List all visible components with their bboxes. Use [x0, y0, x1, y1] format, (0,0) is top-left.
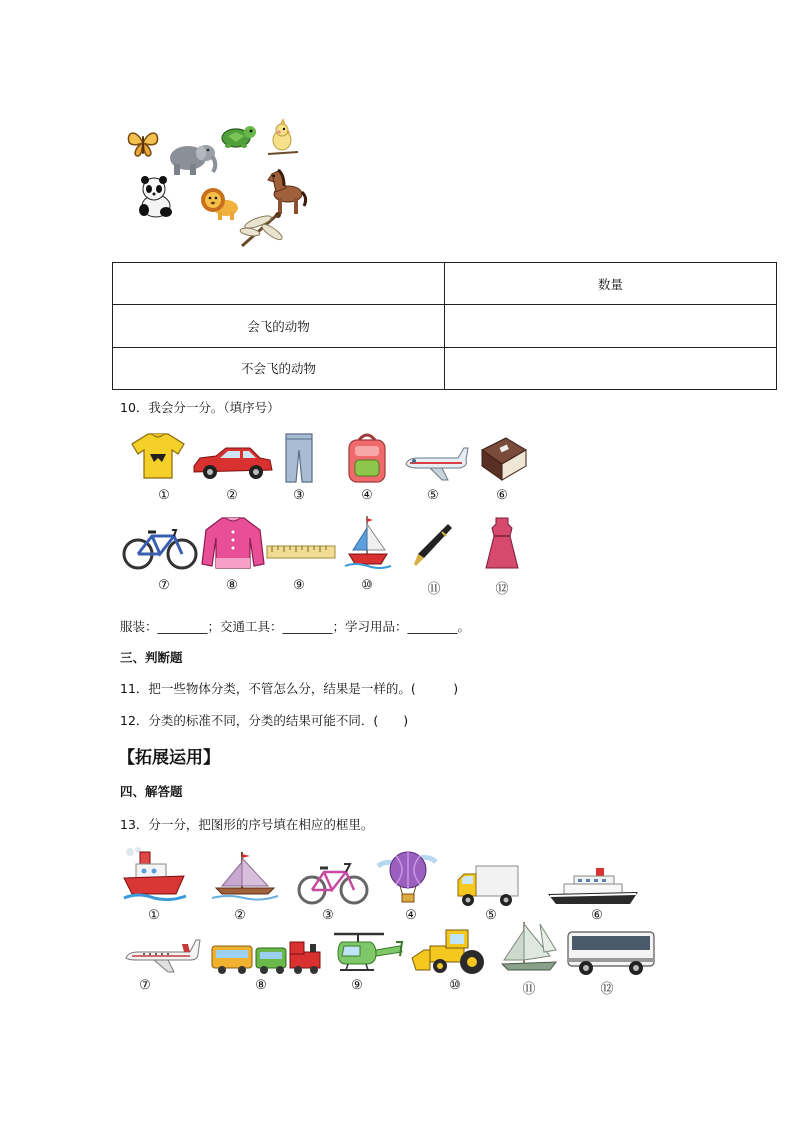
- animal-count-table: [112, 262, 777, 390]
- vehicle-number-2: ②: [234, 908, 246, 923]
- panda-icon: [136, 176, 174, 218]
- helicopter-icon: [330, 928, 404, 976]
- cruise-ship-icon: [546, 866, 640, 908]
- vehicle-number-6: ⑥: [591, 908, 603, 923]
- item-number-5: ⑤: [427, 488, 439, 503]
- table-cell-flying: 会飞的动物: [113, 305, 445, 347]
- vehicle-number-8: ⑧: [255, 978, 267, 993]
- table-row: [113, 347, 777, 389]
- vehicle-number-11: ⑪: [522, 982, 536, 997]
- horse-icon: [266, 166, 308, 216]
- bus-icon: [566, 930, 656, 976]
- item-number-7: ⑦: [158, 578, 170, 593]
- toy-train-icon: [210, 940, 326, 976]
- steamship-icon: [122, 846, 188, 902]
- hot-air-balloon-icon: [376, 848, 438, 906]
- answer-cell[interactable]: [445, 305, 777, 347]
- boat-icon: [345, 514, 391, 570]
- question-11: 11．把一些物体分类，不管怎么分，结果是一样的。( ): [120, 681, 459, 696]
- vehicle-number-5: ⑤: [485, 908, 497, 923]
- animals-picture: [120, 118, 320, 250]
- lion-icon: [200, 186, 240, 220]
- item-number-3: ③: [293, 488, 305, 503]
- item-number-11: ⑪: [427, 582, 441, 597]
- bicycle-icon: [122, 526, 198, 570]
- vehicle-number-1: ①: [148, 908, 160, 923]
- pen-icon: [412, 522, 454, 568]
- vehicle-number-3: ③: [322, 908, 334, 923]
- vehicle-number-9: ⑨: [351, 978, 363, 993]
- ruler-icon: [266, 544, 336, 560]
- trousers-icon: [284, 432, 314, 484]
- sailboat-icon: [212, 850, 278, 900]
- book-icon: [476, 436, 528, 482]
- tshirt-icon: [130, 432, 186, 480]
- dress-icon: [484, 516, 520, 570]
- table-row: [113, 305, 777, 347]
- table-cell: [113, 263, 445, 305]
- vehicle-number-12: ⑫: [600, 982, 614, 997]
- item-number-6: ⑥: [496, 488, 508, 503]
- truck-icon: [456, 864, 520, 908]
- item-number-4: ④: [361, 488, 373, 503]
- section-3-heading: 三、判断题: [120, 650, 183, 665]
- q10-answer-line[interactable]: 服装：________；交通工具：________；学习用品：________。: [120, 619, 471, 634]
- vehicle-number-7: ⑦: [139, 978, 151, 993]
- dragonfly-icon: [236, 210, 284, 250]
- question-10-title: 10．我会分一分。（填序号）: [120, 400, 280, 415]
- junk-sailboat-icon: [500, 920, 558, 976]
- item-number-1: ①: [158, 488, 170, 503]
- vehicle-number-4: ④: [405, 908, 417, 923]
- table-cell-nonflying: 不会飞的动物: [113, 347, 445, 389]
- item-number-12: ⑫: [495, 582, 509, 597]
- jet-plane-icon: [124, 936, 202, 974]
- airplane-icon: [402, 446, 470, 482]
- butterfly-icon: [126, 128, 160, 158]
- answer-cell[interactable]: [445, 347, 777, 389]
- turtle-icon: [220, 122, 256, 150]
- vehicle-number-10: ⑩: [449, 978, 461, 993]
- bicycle-icon: [296, 858, 370, 906]
- car-icon: [190, 444, 274, 480]
- jacket-icon: [200, 516, 266, 570]
- bird-icon: [266, 122, 300, 158]
- item-number-8: ⑧: [226, 578, 238, 593]
- bulldozer-icon: [410, 928, 488, 976]
- extension-heading: 【拓展运用】: [118, 748, 220, 768]
- table-header-count: 数量: [445, 263, 777, 305]
- question-12: 12．分类的标准不同，分类的结果可能不同．( ): [120, 713, 409, 728]
- item-number-2: ②: [226, 488, 238, 503]
- question-13: 13．分一分，把图形的序号填在相应的框里。: [120, 817, 374, 832]
- backpack-icon: [345, 432, 389, 484]
- item-number-10: ⑩: [361, 578, 373, 593]
- section-4-heading: 四、解答题: [120, 784, 183, 799]
- item-number-9: ⑨: [293, 578, 305, 593]
- elephant-icon: [168, 140, 218, 176]
- table-row: [113, 263, 777, 305]
